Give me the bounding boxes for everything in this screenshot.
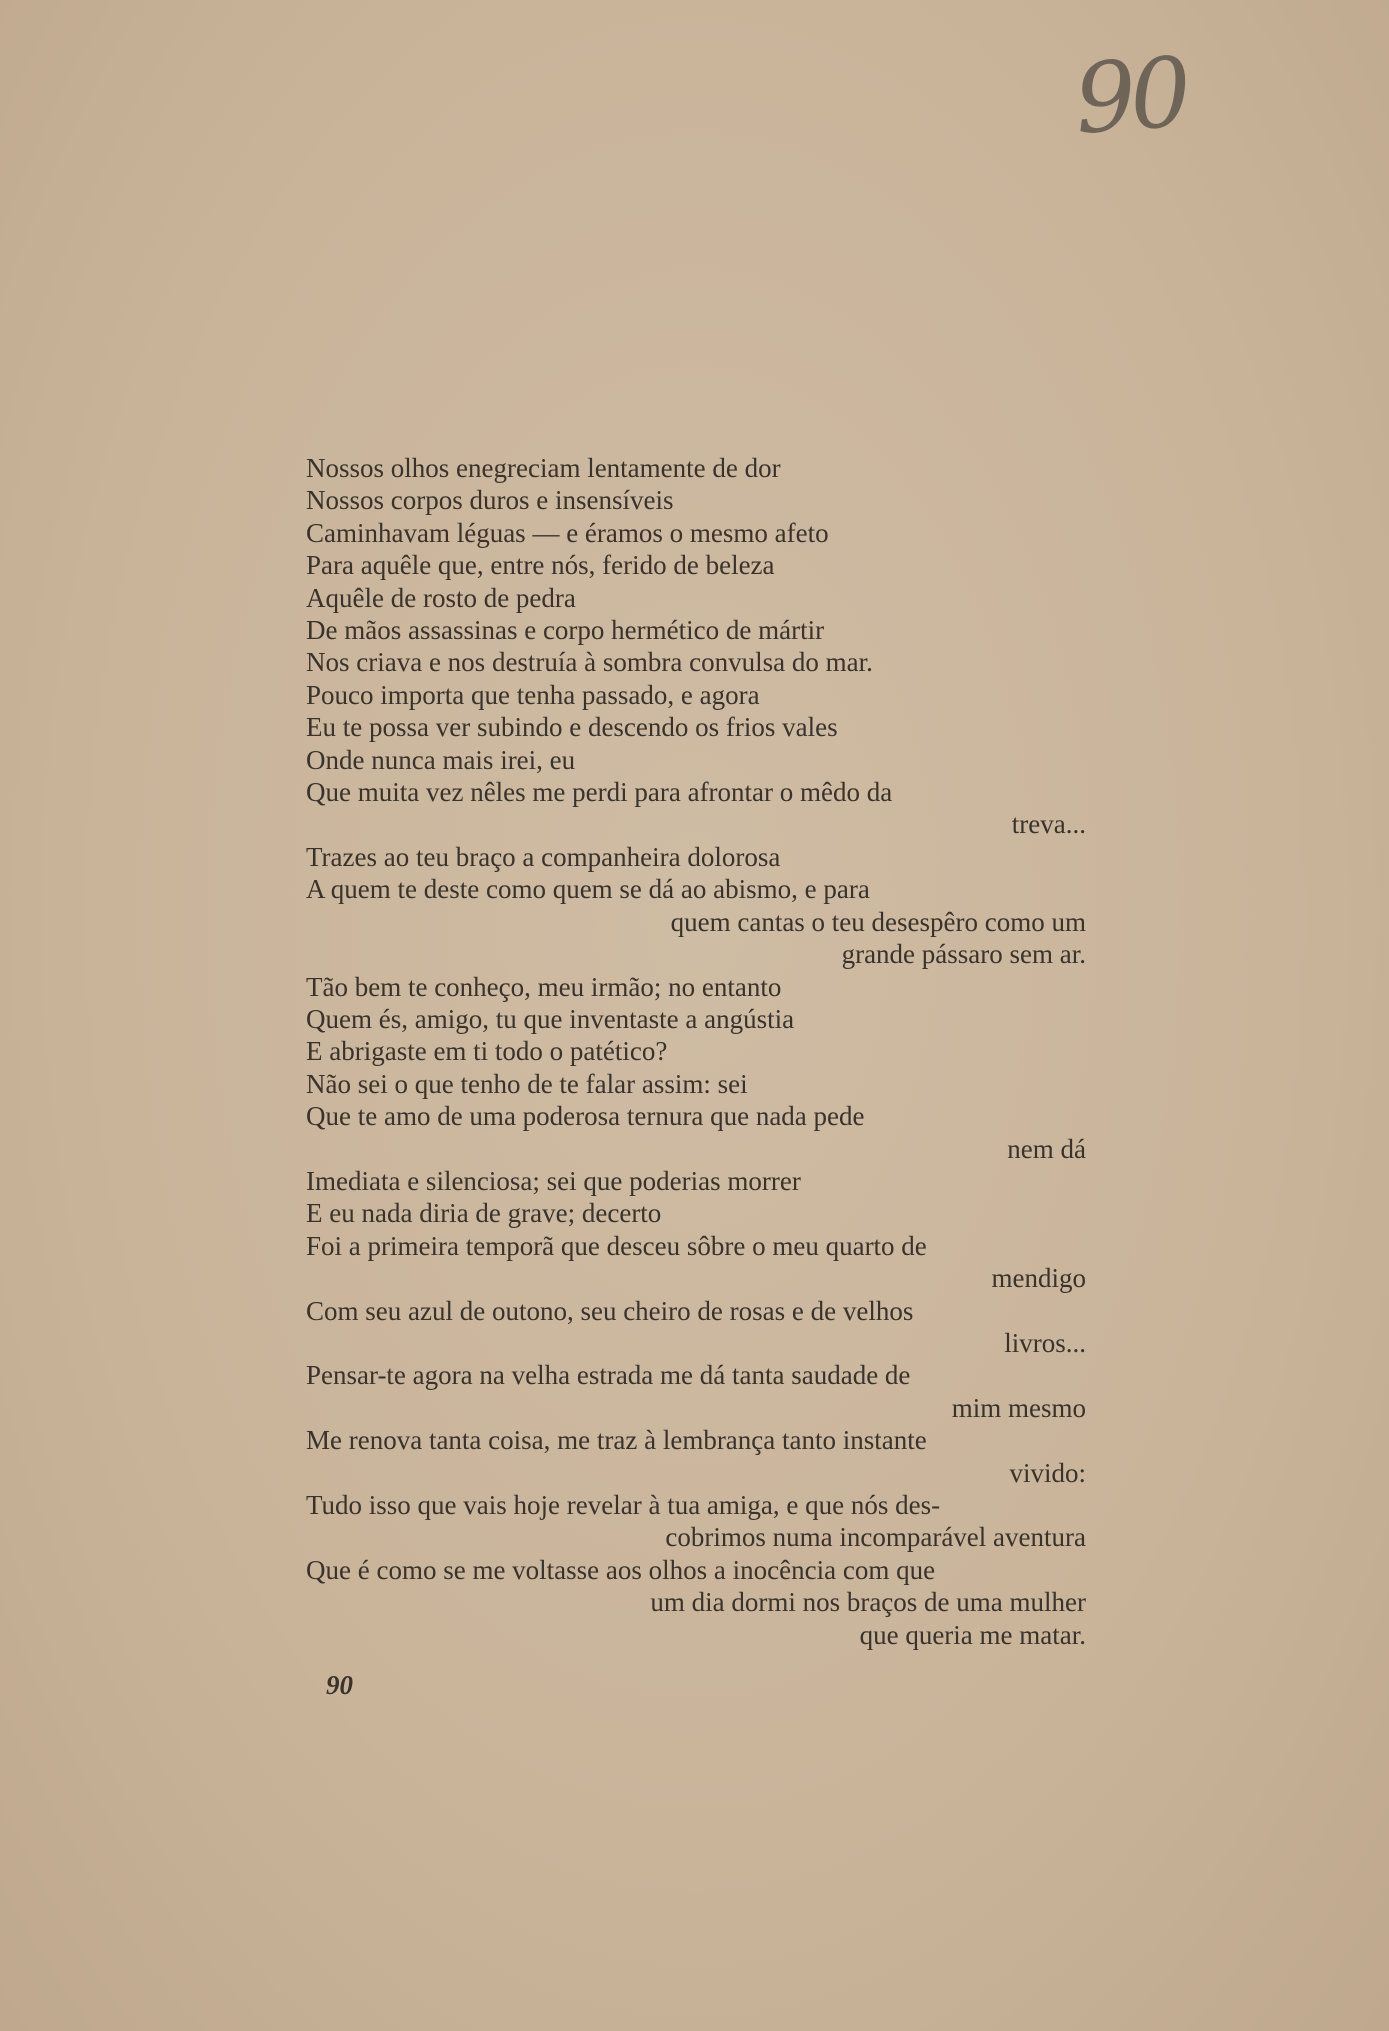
poem-line-continuation: que queria me matar. [859, 1619, 1086, 1650]
poem-line: Me renova tanta coisa, me traz à lembrança tanto instante [306, 1425, 927, 1456]
poem-line-continuation: grande pássaro sem ar. [841, 939, 1086, 970]
poem-line: E eu nada diria de grave; decerto [306, 1198, 662, 1229]
poem-line: Pensar-te agora na velha estrada me dá tanta saudade de [306, 1360, 911, 1391]
poem-line: Caminhavam léguas — e éramos o mesmo afeto [306, 517, 829, 548]
poem-body [306, 452, 1086, 1651]
poem-line-continuation: livros... [1004, 1327, 1086, 1358]
poem-line-continuation: mendigo [991, 1263, 1086, 1294]
poem-line: Pouco importa que tenha passado, e agora [306, 679, 760, 710]
poem-line: Quem és, amigo, tu que inventaste a angústia [306, 1003, 795, 1034]
poem-line: Que é como se me voltasse aos olhos a inocência com que [306, 1554, 936, 1585]
poem-line-continuation: um dia dormi nos braços de uma mulher [650, 1587, 1086, 1618]
handwritten-folio-number: 90 [1071, 36, 1189, 156]
poem-line: Tão bem te conheço, meu irmão; no entanto [306, 971, 782, 1002]
poem-line: Nos criava e nos destruía à sombra convulsa do mar. [306, 647, 873, 678]
poem-line: E abrigaste em ti todo o patético? [306, 1036, 668, 1067]
poem-line: Tudo isso que vais hoje revelar à tua amiga, e que nós des- [306, 1490, 941, 1520]
poem-line: Eu te possa ver subindo e descendo os frios vales [306, 712, 838, 743]
poem-line: Aquêle de rosto de pedra [306, 582, 576, 613]
poem-line-continuation: mim mesmo [951, 1392, 1086, 1423]
poem-line: Que te amo de uma poderosa ternura que nada pede [306, 1101, 865, 1132]
poem-line-continuation: nem dá [1007, 1133, 1086, 1164]
poem-line: Imediata e silenciosa; sei que poderias morrer [306, 1165, 801, 1196]
poem-line: Não sei o que tenho de te falar assim: sei [306, 1068, 748, 1099]
poem-line: Foi a primeira temporã que desceu sôbre o meu quarto de [306, 1230, 927, 1261]
poem-line: Nossos corpos duros e insensíveis [306, 485, 674, 516]
poem-line: A quem te deste como quem se dá ao abismo, e para [306, 874, 870, 905]
printed-page-number: 90 [326, 1670, 353, 1700]
poem-line-continuation: vivido: [1009, 1457, 1086, 1488]
poem-line: Para aquêle que, entre nós, ferido de beleza [306, 550, 775, 581]
poem-line: Que muita vez nêles me perdi para afrontar o mêdo da [306, 777, 893, 808]
poem-line: Onde nunca mais irei, eu [306, 744, 576, 775]
poem-line: Nossos olhos enegreciam lentamente de dor [306, 453, 781, 483]
poem-line: Trazes ao teu braço a companheira dolorosa [306, 841, 781, 872]
poem-line-continuation: treva... [1011, 809, 1086, 840]
poem-line-continuation: quem cantas o teu desespêro como um [670, 906, 1086, 937]
poem-line: Com seu azul de outono, seu cheiro de rosas e de velhos [306, 1295, 914, 1326]
poem-line: De mãos assassinas e corpo hermético de mártir [306, 615, 825, 646]
poem-line-continuation: cobrimos numa incomparável aventura [665, 1522, 1086, 1553]
